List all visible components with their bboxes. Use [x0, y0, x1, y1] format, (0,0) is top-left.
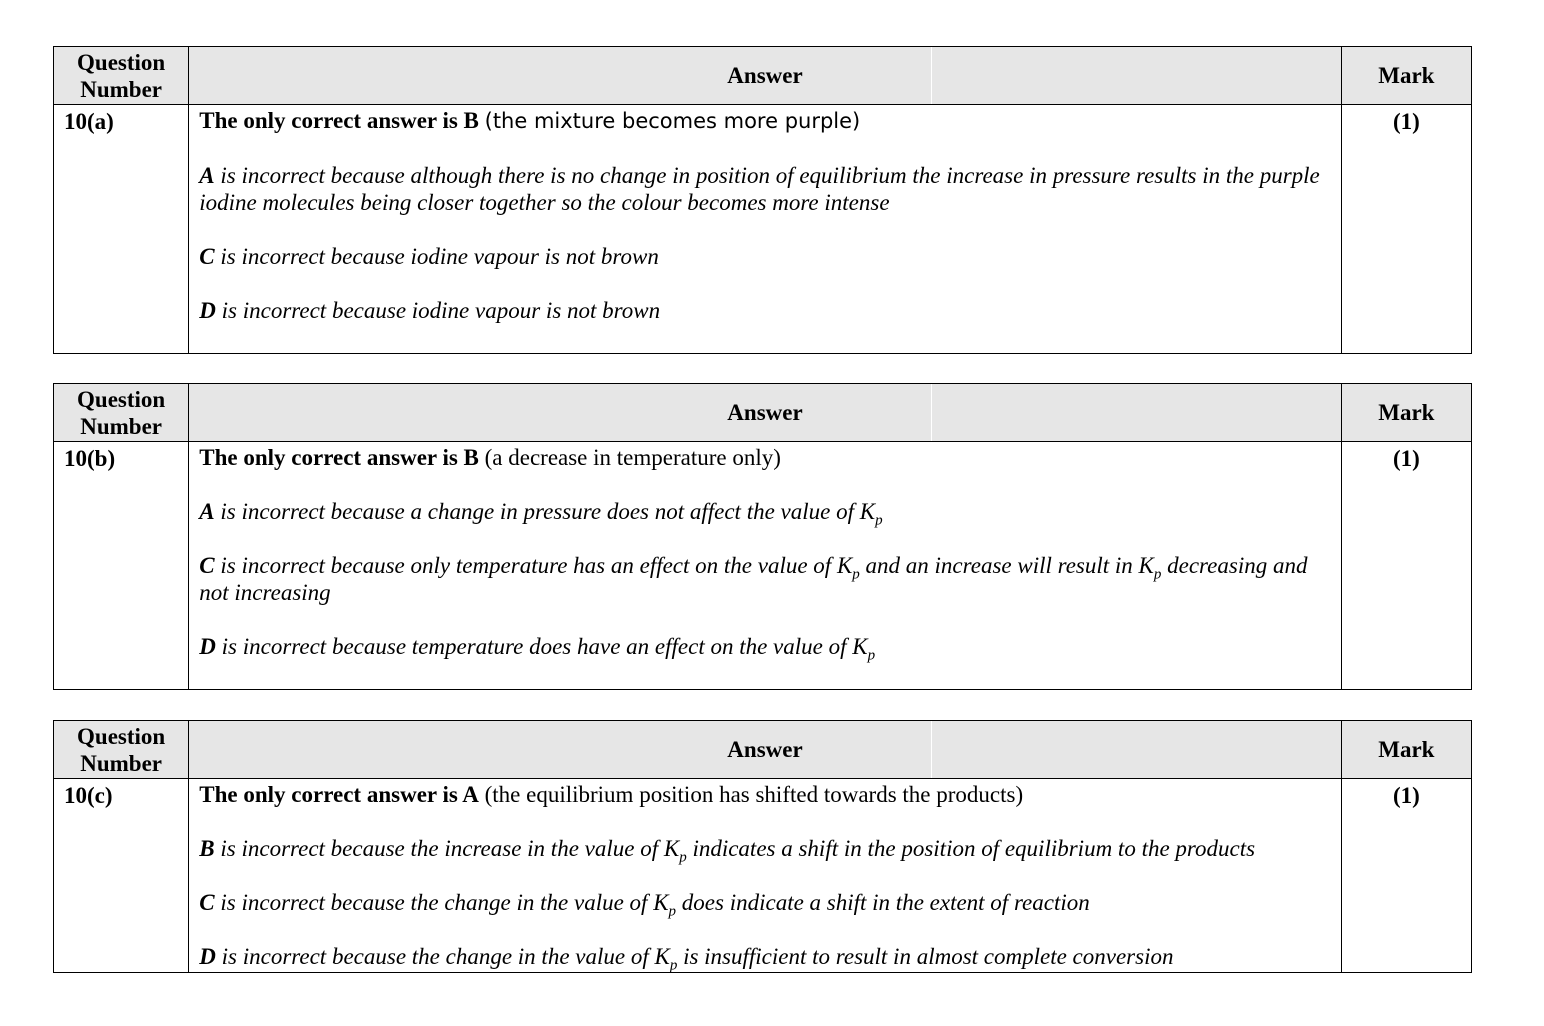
- question-number: 10(b): [54, 442, 189, 690]
- mark-scheme-table-10b: [53, 383, 1472, 690]
- header-answer: Answer: [189, 47, 1341, 105]
- reason-c: C is incorrect because the change in the value of $K_p$ does indicate a shift in the extent of reaction: [199, 890, 1090, 920]
- header-mark: Mark: [1341, 721, 1471, 779]
- answer-cell: [189, 779, 1341, 973]
- header-question-number: Question Number: [54, 384, 189, 442]
- reason-d: D is incorrect because iodine vapour is not brown: [199, 298, 661, 323]
- reason-c: C is incorrect because only temperature has an effect on the value of $K_p$ and an increase will result in $K_p$ decreasing and not increasing: [199, 553, 1308, 605]
- mark-value: (1): [1341, 442, 1471, 690]
- header-answer: Answer: [189, 721, 1341, 779]
- mark-value: (1): [1341, 105, 1471, 354]
- correct-answer: The only correct answer is A (the equilibrium position has shifted towards the products): [199, 782, 1024, 807]
- reason-c: C is incorrect because iodine vapour is not brown: [199, 244, 659, 269]
- reason-b: B is incorrect because the increase in the value of $K_p$ indicates a shift in the position of equilibrium to the products: [199, 836, 1256, 866]
- header-mark: Mark: [1341, 384, 1471, 442]
- reason-d: D is incorrect because temperature does have an effect on the value of $K_p$: [199, 634, 876, 664]
- question-number: 10(c): [54, 779, 189, 973]
- answer-cell: [189, 105, 1341, 354]
- reason-a: A is incorrect because a change in pressure does not affect the value of $K_p$: [199, 499, 883, 529]
- header-answer: Answer: [189, 384, 1341, 442]
- reason-a: A is incorrect because although there is no change in position of equilibrium the increase in pressure results in the purple iodine molecules being closer together so the colour becomes more intense: [199, 163, 1320, 215]
- correct-answer: The only correct answer is B (a decrease in temperature only): [199, 445, 781, 470]
- correct-answer: The only correct answer is B (the mixture becomes more purple): [199, 108, 861, 133]
- header-question-number: Question Number: [54, 47, 189, 105]
- header-question-number: Question Number: [54, 721, 189, 779]
- answer-cell: [189, 442, 1341, 690]
- header-mark: Mark: [1341, 47, 1471, 105]
- mark-scheme-table-10a: [53, 46, 1472, 354]
- mark-scheme-table-10c: [53, 720, 1472, 973]
- mark-value: (1): [1341, 779, 1471, 973]
- reason-d: D is incorrect because the change in the value of $K_p$ is insufficient to result in almost complete conversion: [199, 944, 1174, 974]
- question-number: 10(a): [54, 105, 189, 354]
